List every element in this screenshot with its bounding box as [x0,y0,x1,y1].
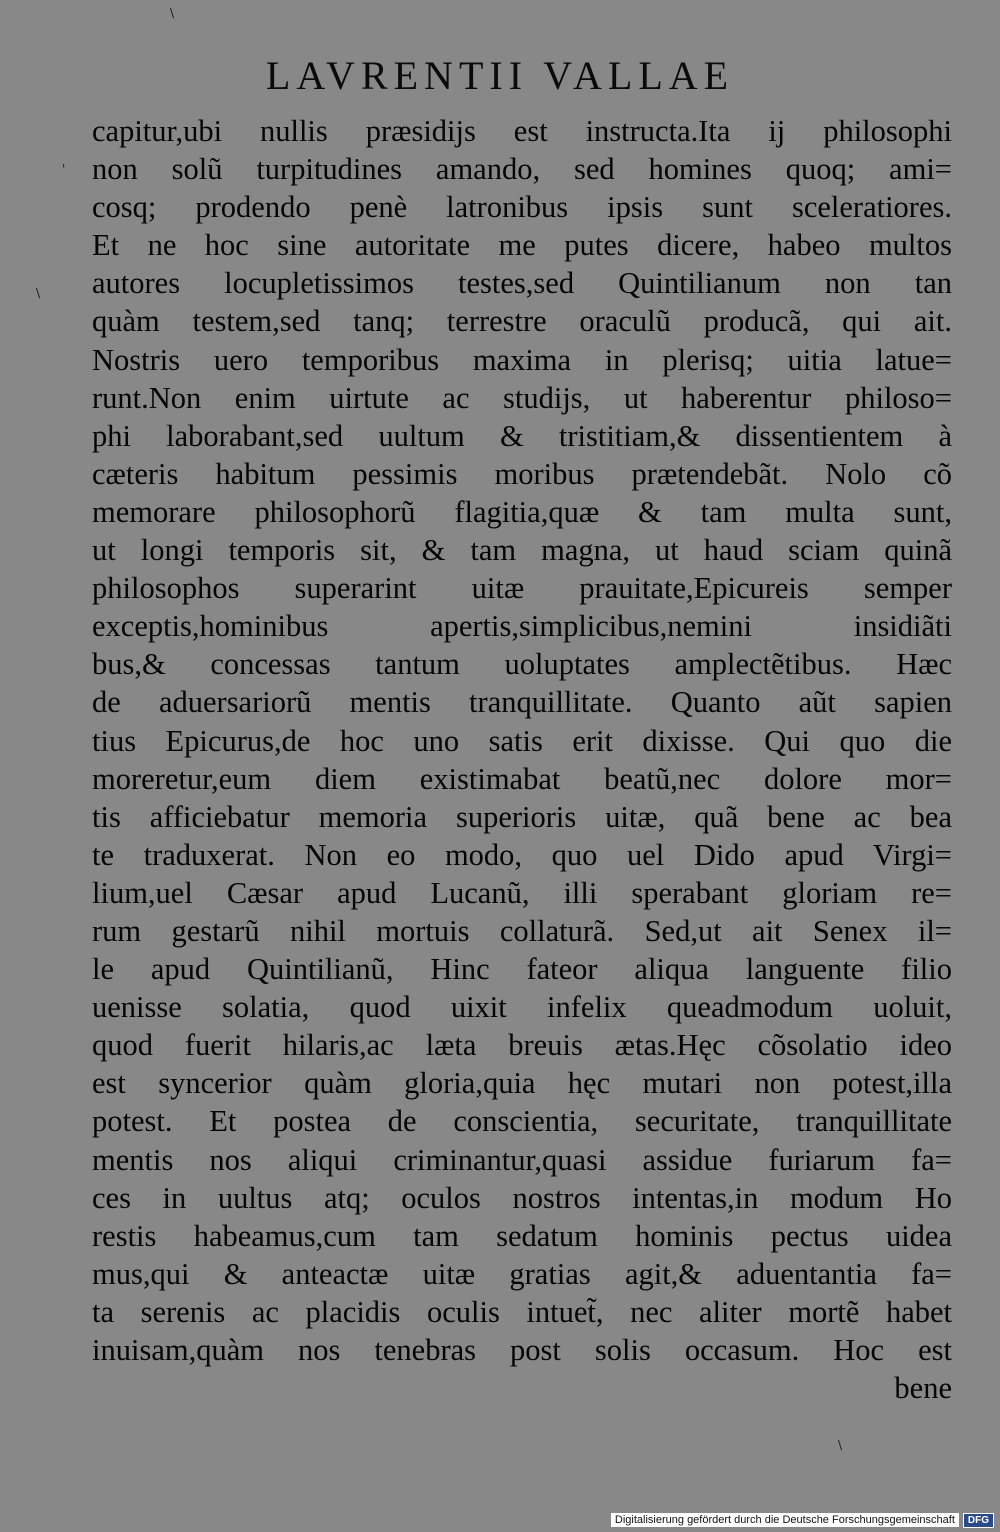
text-line: restis habeamus,cum tam sedatum hominis pectus uidea [92,1218,952,1253]
text-line: cæteris habitum pessimis moribus prætendebãt. Nolo cõ [92,456,952,491]
text-line: Et ne hoc sine autoritate me putes dicere, habeo multos [92,228,952,263]
text-line: quod fuerit hilaris,ac læta breuis ætas.Hęc cõsolatio ideo [92,1028,952,1063]
text-line: rum gestarũ nihil mortuis collaturã. Sed,ut ait Senex il= [92,913,952,948]
text-line: potest. Et postea de conscientia, securitate, tranquillitate [92,1104,952,1139]
text-line: tius Epicurus,de hoc uno satis erit dixisse. Qui quo die [92,723,952,758]
text-line: le apud Quintilianũ, Hinc fateor aliqua languente filio [92,952,952,987]
text-line: moreretur,eum diem existimabat beatũ,nec dolore mor= [92,761,952,796]
text-line: philosophos superarint uitæ prauitate,Epicureis semper [92,571,952,606]
text-line: quàm testem,sed tanq; terrestre oraculũ producã, qui ait. [92,304,952,339]
scan-speck: \ [36,286,41,300]
text-line: mus,qui & anteactæ uitæ gratias agit,& aduentantia fa= [92,1256,952,1291]
catchword: bene [894,1371,952,1406]
dfg-logo: DFG [963,1513,994,1528]
text-line: ut longi temporis sit, & tam magna, ut haud sciam quinã [92,533,952,568]
text-line: est syncerior quàm gloria,quia hęc mutari non potest,illa [92,1066,952,1101]
text-line: de aduersariorũ mentis tranquillitate. Quanto aũt sapien [92,685,952,720]
text-line: capitur,ubi nullis præsidijs est instructa.Ita ij philosophi [92,114,952,148]
scan-speck: \ [170,6,175,20]
text-line: cosq; prodendo penè latronibus ipsis sunt sceleratiores. [92,190,952,225]
text-line: te traduxerat. Non eo modo, quo uel Dido apud Virgi= [92,837,952,872]
text-line: inuisam,quàm nos tenebras post solis occasum. Hoc est [92,1333,952,1367]
text-line: exceptis,hominibus apertis,simplicibus,nemini insidiãti [92,609,952,644]
text-line: Nostris uero temporibus maxima in plerisq; uitia latue= [92,342,952,377]
text-line: ta serenis ac placidis oculis intuet̃, nec aliter mortẽ habet [92,1294,952,1329]
text-line: memorare philosophorũ flagitia,quæ & tam multa sunt, [92,494,952,529]
digitization-footer [0,1508,1000,1532]
body-text [92,112,952,1407]
text-line: runt.Non enim uirtute ac studijs, ut haberentur philoso= [92,380,952,415]
text-line: ces in uultus atq; oculos nostros intentas,in modum Ho [92,1180,952,1215]
text-line: non solũ turpitudines amando, sed homines quoq; ami= [92,152,952,187]
text-line: bus,& concessas tantum uoluptates amplectẽtibus. Hæc [92,647,952,682]
text-line: mentis nos aliqui criminantur,quasi assidue furiarum fa= [92,1142,952,1177]
scan-speck: ' [62,162,66,176]
text-line: phi laborabant,sed uultum & tristitiam,& dissentientem à [92,418,952,453]
text-line: tis afficiebatur memoria superioris uitæ, quã bene ac bea [92,799,952,834]
running-head: LAVRENTII VALLAE [265,53,735,98]
text-line: uenisse solatia, quod uixit infelix queadmodum uoluit, [92,990,952,1025]
scan-speck: \ [838,1438,843,1452]
text-line: lium,uel Cæsar apud Lucanũ, illi sperabant gloriam re= [92,875,952,910]
text-line: autores locupletissimos testes,sed Quintilianum non tan [92,266,952,301]
footer-credit: Digitalisierung gefördert durch die Deutsche Forschungsgemeinschaft [611,1513,959,1527]
